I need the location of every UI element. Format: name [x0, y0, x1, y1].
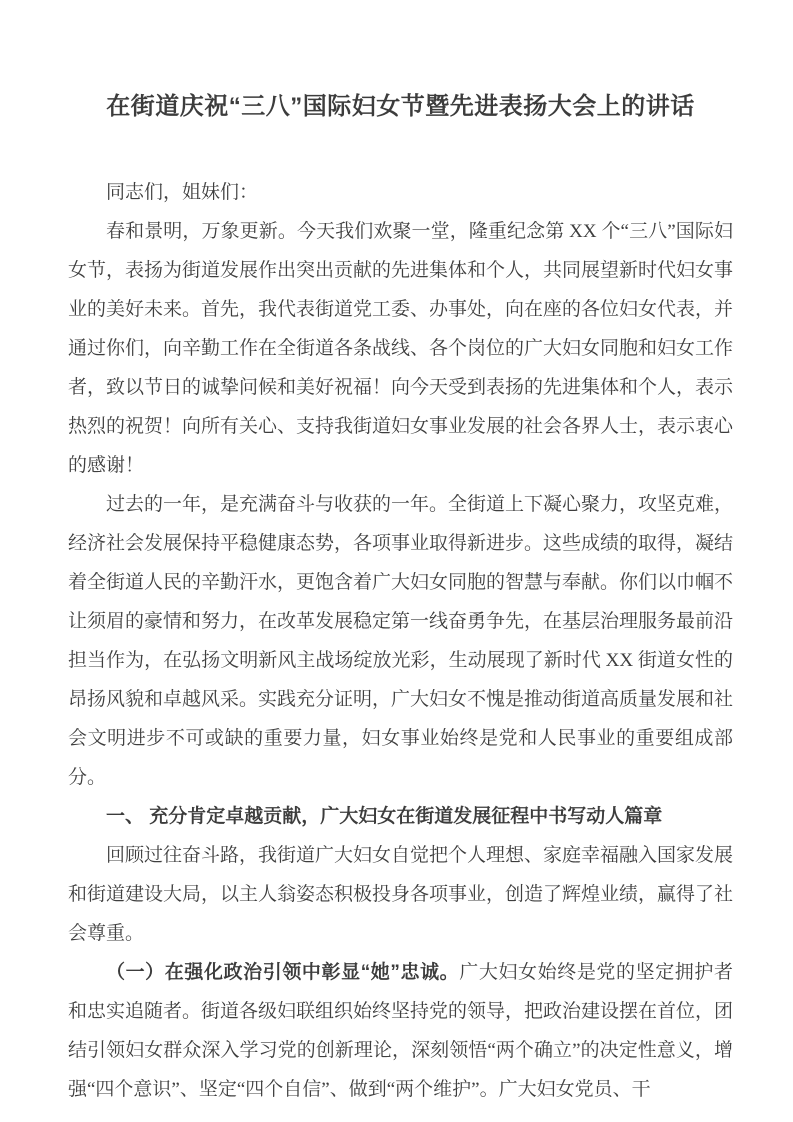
paragraph-4-lead: （一）在强化政治引领中彰显“她”忠诚。: [106, 962, 460, 983]
paragraph-4-text: 广大妇女始终是党的坚定拥护者和忠实追随者。街道各级妇联组织始终坚持党的领导，把政治建设摆在首位，团结引领妇女群众深入学习党的创新理论，深刻领悟“两个确立”的决定性意义，增强“四个意识”、坚定“四个自信”、做到“两个维护”。广大妇女党员、干: [68, 962, 734, 1100]
document-title: 在街道庆祝“三八”国际妇女节暨先进表扬大会上的讲话: [106, 93, 695, 120]
paragraph-2: 过去的一年，是充满奋斗与收获的一年。全街道上下凝心聚力，攻坚克难，经济社会发展保持平稳健康态势，各项事业取得新进步。这些成绩的取得，凝结着全街道人民的辛勤汗水，更饱含着广大妇女同胞的智慧与奉献。你们以巾帼不让须眉的豪情和努力，在改革发展稳定第一线奋勇争先，在基层治理服务最前沿担当作为，在弘扬文明新风主战场绽放光彩，生动展现了新时代 XX 街道女性的昂扬风貌和卓越风采。实践充分证明，广大妇女不愧是推动街道高质量发展和社会文明进步不可或缺的重要力量，妇女事业始终是党和人民事业的重要组成部分。: [68, 494, 734, 788]
paragraph-3: 回顾过往奋斗路，我街道广大妇女自觉把个人理想、家庭幸福融入国家发展和街道建设大局，以主人翁姿态积极投身各项事业，创造了辉煌业绩，赢得了社会尊重。: [68, 845, 734, 944]
document-body: [0, 124, 793, 1109]
paragraph-1: 春和景明，万象更新。今天我们欢聚一堂，隆重纪念第 XX 个“三八”国际妇女节，表扬为街道发展作出突出贡献的先进集体和个人，共同展望新时代妇女事业的美好未来。首先，我代表街道党工委、办事处，向在座的各位妇女代表，并通过你们，向辛勤工作在全街道各条战线、各个岗位的广大妇女同胞和妇女工作者，致以节日的诚挚问候和美好祝福！向今天受到表扬的先进集体和个人，表示热烈的祝贺！向所有关心、支持我街道妇女事业发展的社会各界人士，表示衷心的感谢！: [68, 221, 734, 476]
section-heading-1: 一、 充分肯定卓越贡献，广大妇女在街道发展征程中书写动人篇章: [106, 806, 663, 827]
salutation: 同志们，姐妹们：: [106, 182, 259, 203]
paragraph-4: [68, 953, 733, 1109]
